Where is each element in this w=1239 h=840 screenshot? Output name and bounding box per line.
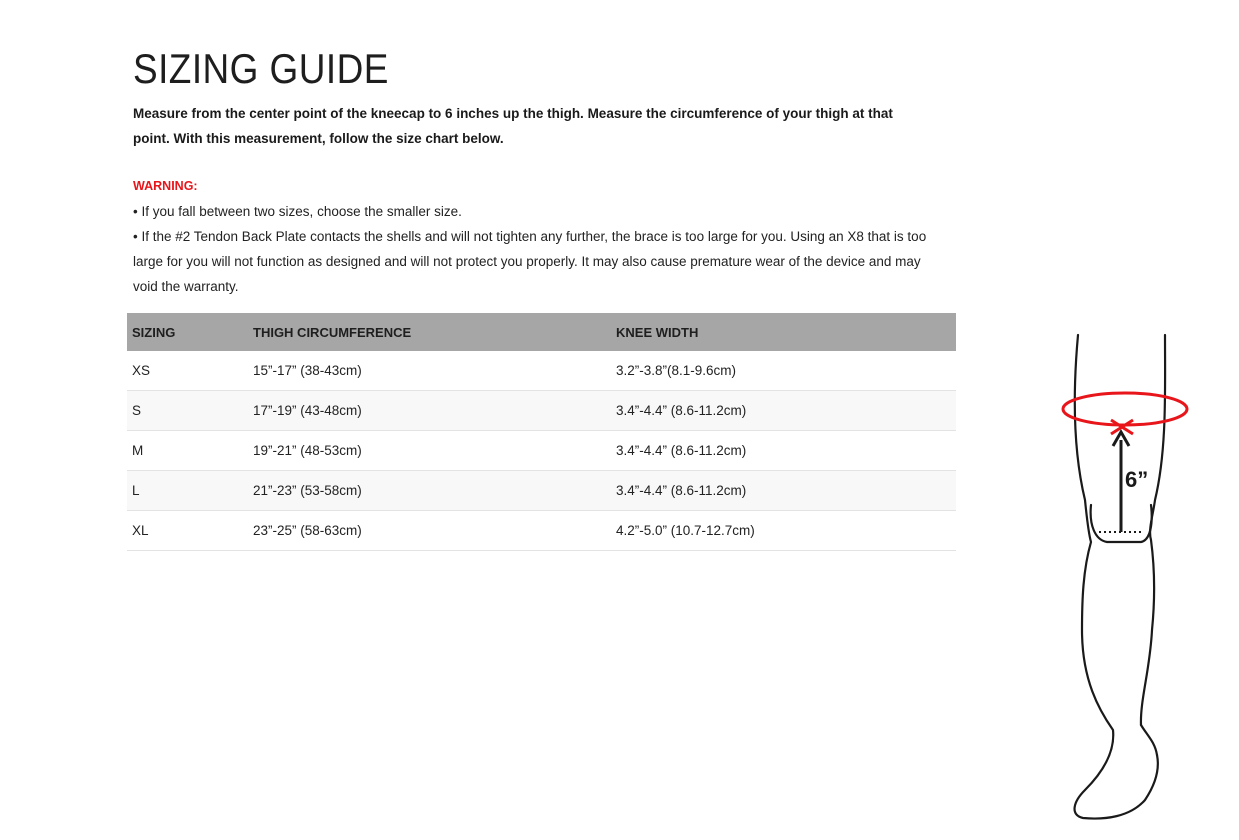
knee-cell: 3.4”-4.4” (8.6-11.2cm) (611, 471, 956, 511)
header-knee-width: KNEE WIDTH (611, 313, 956, 351)
knee-cell: 3.2”-3.8”(8.1-9.6cm) (611, 351, 956, 391)
thigh-cell: 23”-25” (58-63cm) (248, 511, 611, 551)
warning-line-too-large: • If the #2 Tendon Back Plate contacts the shells and will not tighten any further, the brace is too large for you. Using an X8 that is too large for you will not function as designed and will not protect you properly. It may also cause premature wear of the device and may void the warranty. (133, 229, 927, 294)
header-sizing: SIZING (127, 313, 248, 351)
measure-label: 6” (1125, 467, 1149, 492)
table-header-row (127, 313, 956, 351)
thigh-cell: 17”-19” (43-48cm) (248, 391, 611, 431)
warning-line-smaller-size: • If you fall between two sizes, choose the smaller size. (133, 204, 462, 219)
page-title: SIZING GUIDE (133, 45, 389, 92)
circumference-arrow-right (1122, 420, 1133, 434)
header-thigh-circumference: THIGH CIRCUMFERENCE (248, 313, 611, 351)
table-row (127, 391, 956, 431)
size-chart-table (127, 313, 956, 551)
knee-cell: 3.4”-4.4” (8.6-11.2cm) (611, 391, 956, 431)
table-row (127, 431, 956, 471)
knee-cell: 3.4”-4.4” (8.6-11.2cm) (611, 431, 956, 471)
knee-cell: 4.2”-5.0” (10.7-12.7cm) (611, 511, 956, 551)
thigh-cell: 19”-21” (48-53cm) (248, 431, 611, 471)
warning-label: WARNING: (133, 179, 198, 193)
table-row (127, 511, 956, 551)
thigh-cell: 15”-17” (38-43cm) (248, 351, 611, 391)
size-cell: XS (127, 351, 248, 391)
leg-outline-left (1075, 335, 1158, 819)
calf-back-curve (1141, 725, 1157, 755)
table-row (127, 471, 956, 511)
thigh-cell: 21”-23” (53-58cm) (248, 471, 611, 511)
measure-instructions: Measure from the center point of the kneecap to 6 inches up the thigh. Measure the circumference of your thigh at that point. With this measurement, follow the size chart below. (133, 106, 893, 146)
circumference-ring (1063, 393, 1187, 425)
size-cell: M (127, 431, 248, 471)
table-row (127, 351, 956, 391)
leg-measurement-diagram (1055, 330, 1205, 830)
sizing-guide-content (133, 44, 963, 299)
size-cell: XL (127, 511, 248, 551)
size-cell: S (127, 391, 248, 431)
size-cell: L (127, 471, 248, 511)
